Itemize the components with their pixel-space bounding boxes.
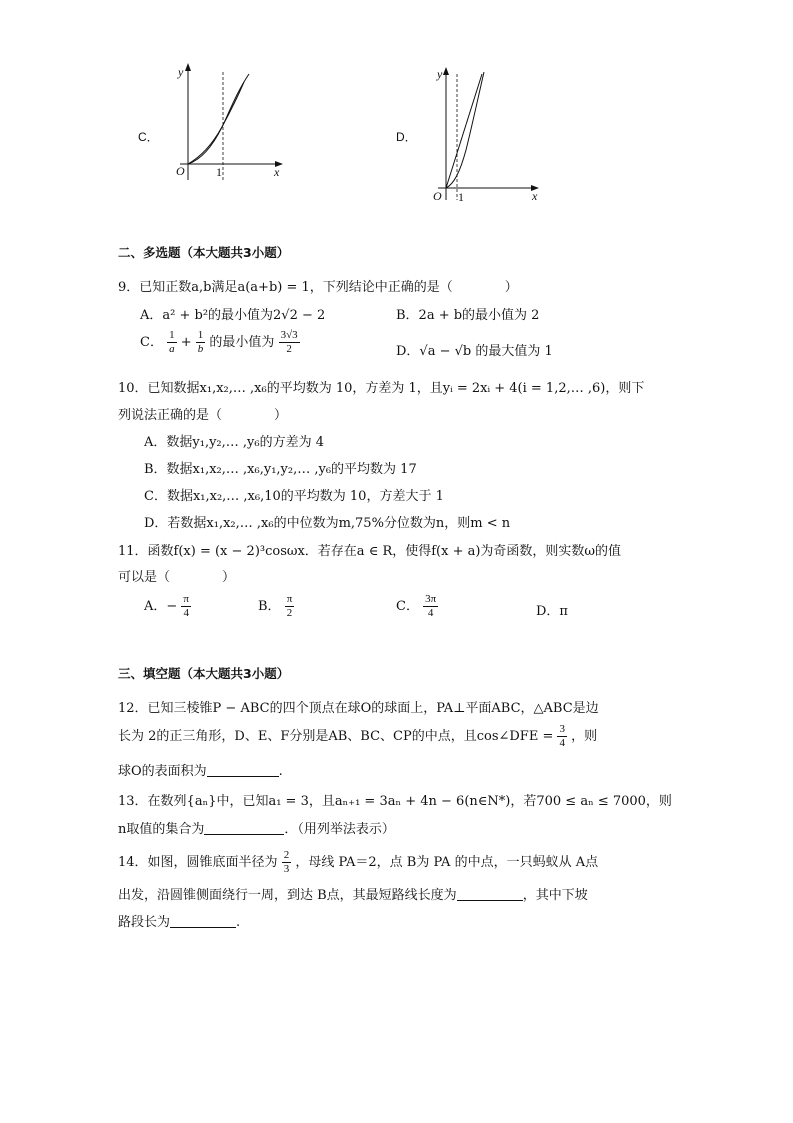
q14-line-2: 出发，沿圆锥侧面绕行一周，到达 B点，其最短路线长度为 ，其中下坡	[118, 888, 588, 903]
y-axis-arrow-icon	[443, 67, 449, 75]
fraction-1-over-a: $\frac{1}{a}$	[169, 329, 175, 355]
y-axis-label: y	[437, 67, 443, 81]
q11-stem-2: 可以是（ ）	[118, 570, 236, 585]
curve-1	[188, 74, 249, 164]
q13-line-1: 13．在数列{aₙ}中，已知a₁ = 3，且aₙ₊₁ = 3aₙ + 4n − 6(n∈N*)，若700 ≤ aₙ ≤ 7000，则	[118, 794, 672, 809]
fraction-2-over-3: $\frac{2}{3}$	[283, 849, 290, 875]
line-1	[446, 74, 482, 188]
q11-option-c: C． $\frac{3\pi}{4}$	[396, 593, 437, 619]
q11-stem: 11．函数f(x) = (x − 2)³cosωx．若存在a ∈ R，使得f(x + a)为奇函数，则实数ω的值	[118, 544, 622, 559]
option-c-label: C．	[138, 130, 159, 144]
q10-option-c: C．数据x₁,x₂,… ,x₆,10的平均数为 10，方差大于 1	[144, 489, 444, 504]
figure-d-graph	[420, 60, 550, 205]
answer-blank-14a[interactable]	[457, 888, 523, 901]
q12-line-3: 球O的表面积为 .	[118, 764, 283, 779]
fraction-3sqrt3-over-2: $\frac{3√3}{2}$	[280, 329, 298, 355]
section-3-title: 三、填空题（本大题共3小题）	[118, 666, 290, 681]
q11-option-b: B． $\frac{\pi}{2}$	[258, 593, 293, 619]
answer-blank-14b[interactable]	[170, 915, 236, 928]
option-d-label: D．	[396, 130, 417, 144]
y-axis-label: y	[178, 65, 184, 79]
figure-c	[160, 60, 290, 189]
q9-option-b: B．2a + b的最小值为 2	[396, 308, 540, 323]
fraction-3pi-over-4: $\frac{3\pi}{4}$	[425, 593, 437, 619]
figure-c-graph	[160, 60, 290, 185]
tick-1-label: 1	[458, 190, 464, 204]
q9-option-a: A．a² + b²的最小值为2√2 − 2	[140, 308, 326, 323]
origin-label: O	[176, 164, 185, 178]
q10-stem-2: 列说法正确的是（ ）	[118, 408, 288, 423]
q10-stem: 10．已知数据x₁,x₂,… ,x₆的平均数为 10，方差为 1，且yᵢ = 2xᵢ + 4(i = 1,2,… ,6)，则下	[118, 381, 645, 396]
x-axis-label: x	[532, 189, 538, 203]
q14-line-1: 14．如图，圆锥底面半径为 $\frac{2}{3}$ ，母线 PA＝2，点 B为 PA 的中点，一只蚂蚁从 A点	[118, 849, 599, 875]
q12-line-2: 长为 2的正三角形，D、E、F分别是AB、BC、CP的中点，且cos∠DFE = $\frac{3}{4}$ ，则	[118, 723, 598, 749]
x-axis-label: x	[274, 165, 280, 179]
q10-option-a: A．数据y₁,y₂,… ,y₆的方差为 4	[144, 435, 324, 450]
section-2-title: 二、多选题（本大题共3小题）	[118, 245, 290, 260]
fraction-1-over-b: $\frac{1}{b}$	[197, 329, 204, 355]
fraction-3-over-4: $\frac{3}{4}$	[559, 723, 565, 749]
q13-line-2: n取值的集合为 ．（用列举法表示）	[118, 822, 395, 837]
tick-1-label: 1	[216, 165, 222, 179]
origin-label: O	[433, 189, 442, 203]
q10-option-d: D．若数据x₁,x₂,… ,x₆的中位数为m,75%分位数为n，则m < n	[144, 516, 511, 531]
answer-blank-13[interactable]	[204, 822, 284, 835]
figure-d	[420, 60, 550, 209]
q11-option-a: A．− $\frac{\pi}{4}$	[144, 593, 189, 619]
q9-option-c-mid: 的最小值为	[209, 335, 275, 350]
q9-option-c-prefix: C．	[140, 335, 163, 350]
q9-stem: 9．已知正数a,b满足a(a+b) = 1，下列结论中正确的是（ ）	[118, 280, 518, 295]
q12-line-1: 12．已知三棱锥P − ABC的四个顶点在球O的球面上，PA⊥平面ABC，△ABC是边	[118, 701, 599, 716]
fraction-pi-over-2: $\frac{\pi}{2}$	[286, 593, 293, 619]
fraction-pi-over-4: $\frac{\pi}{4}$	[183, 593, 189, 619]
q9-option-c: C． $\frac{1}{a}$ + $\frac{1}{b}$ 的最小值为 $\frac{3√3}{2}$	[140, 329, 298, 355]
q9-option-d: D．√a − √b 的最大值为 1	[396, 344, 553, 359]
q14-line-3: 路段长为 .	[118, 915, 241, 930]
curve-2	[188, 82, 244, 164]
y-axis-arrow-icon	[185, 63, 191, 71]
q10-option-b: B．数据x₁,x₂,… ,x₆,y₁,y₂,… ,y₆的平均数为 17	[144, 462, 417, 477]
answer-blank-12[interactable]	[207, 764, 279, 777]
q11-option-d: D．π	[536, 604, 568, 619]
